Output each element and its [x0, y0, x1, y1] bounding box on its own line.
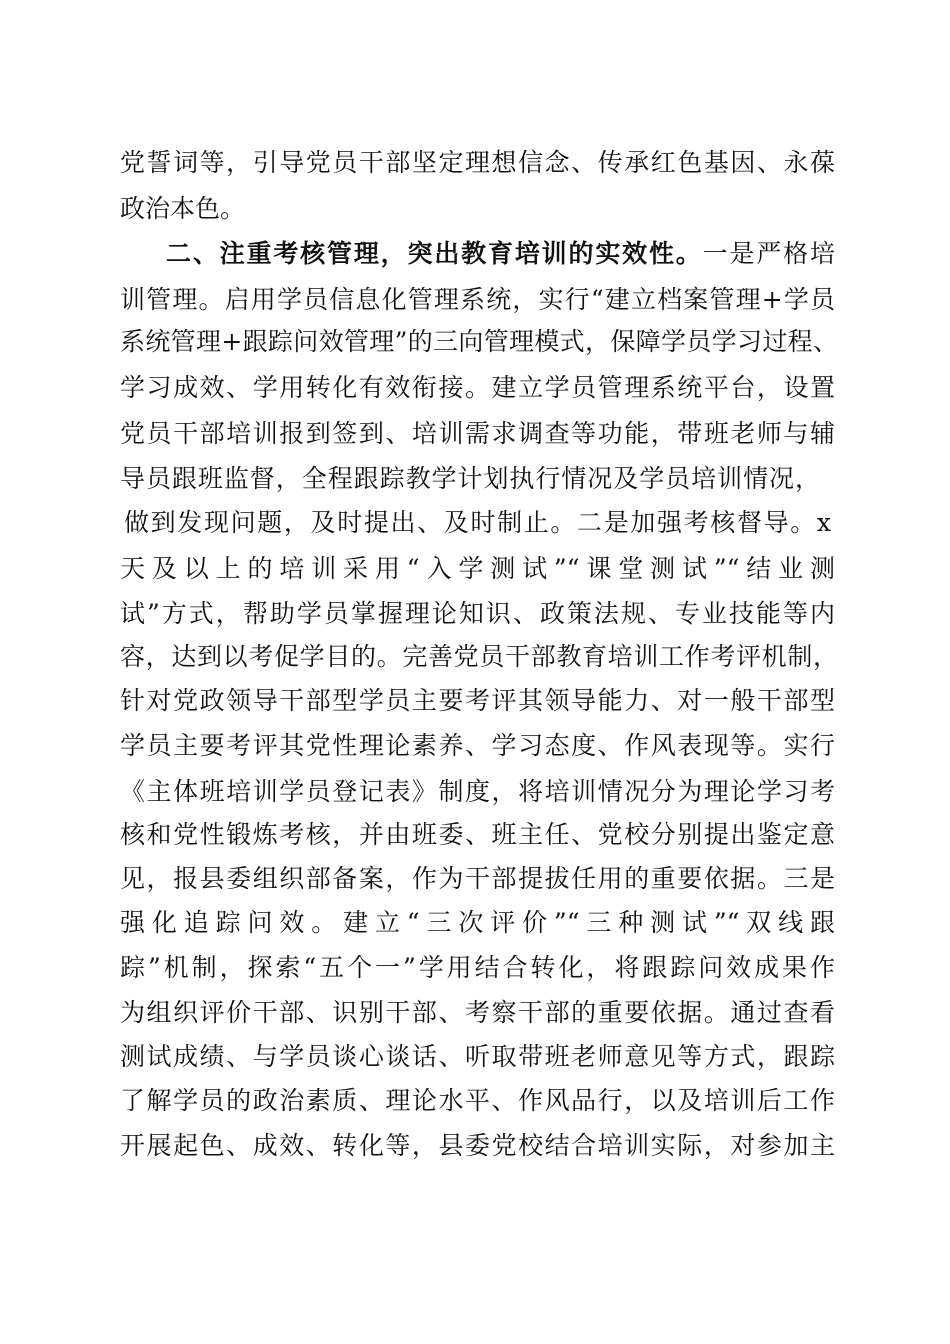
text-line: 针对党政领导干部型学员主要考评其领导能力、对一般干部型 [120, 686, 835, 715]
text-line: 党誓词等，引导党员干部坚定理想信念、传承红色基因、永葆 [120, 148, 835, 177]
text-line: 强化追踪问效。建立“三次评价”“三种测试”“双线跟 [120, 908, 835, 937]
heading-line-rest: 一是严格培 [702, 239, 835, 268]
text-line: 党员干部培训报到签到、培训需求调查等功能，带班老师与辅 [120, 419, 835, 448]
section-heading: 二、注重考核管理，突出教育培训的实效性。 [166, 239, 703, 268]
text-line: 踪”机制，探索“五个一”学用结合转化，将跟踪问效成果作 [120, 953, 835, 982]
text-line: 训管理。启用学员信息化管理系统，实行“建立档案管理+学员 [120, 285, 835, 314]
text-line: 《主体班培训学员登记表》制度，将培训情况分为理论学习考 [120, 777, 835, 806]
text-line: 核和党性锻炼考核，并由班委、班主任、党校分别提出鉴定意 [120, 820, 835, 849]
text-line: 学员主要考评其党性理论素养、学习态度、作风表现等。实行 [120, 731, 835, 760]
text-line: 导员跟班监督，全程跟踪教学计划执行情况及学员培训情况， [120, 464, 820, 493]
text-line: 测试成绩、与学员谈心谈话、听取带班老师意见等方式，跟踪 [120, 1042, 835, 1071]
text-line: 为组织评价干部、识别干部、考察干部的重要依据。通过查看 [120, 998, 835, 1027]
text-line: 见，报县委组织部备案，作为干部提拔任用的重要依据。三是 [120, 864, 835, 893]
section-heading-line [166, 234, 835, 274]
text-line: 政治本色。 [120, 194, 246, 223]
text-line: 做到发现问题，及时提出、及时制止。二是加强考核督导。x [124, 508, 831, 537]
text-line: 开展起色、成效、转化等，县委党校结合培训实际，对参加主 [120, 1131, 835, 1160]
text-line: 天及以上的培训采用“入学测试”“课堂测试”“结业测 [120, 554, 835, 583]
text-line: 系统管理+跟踪问效管理”的三向管理模式，保障学员学习过程、 [120, 327, 838, 356]
text-line: 学习成效、学用转化有效衔接。建立学员管理系统平台，设置 [120, 373, 835, 402]
text-line: 了解学员的政治素质、理论水平、作风品行，以及培训后工作 [120, 1086, 835, 1115]
text-line: 试”方式，帮助学员掌握理论知识、政策法规、专业技能等内 [120, 599, 835, 628]
text-line: 容，达到以考促学目的。完善党员干部教育培训工作考评机制， [120, 642, 838, 671]
